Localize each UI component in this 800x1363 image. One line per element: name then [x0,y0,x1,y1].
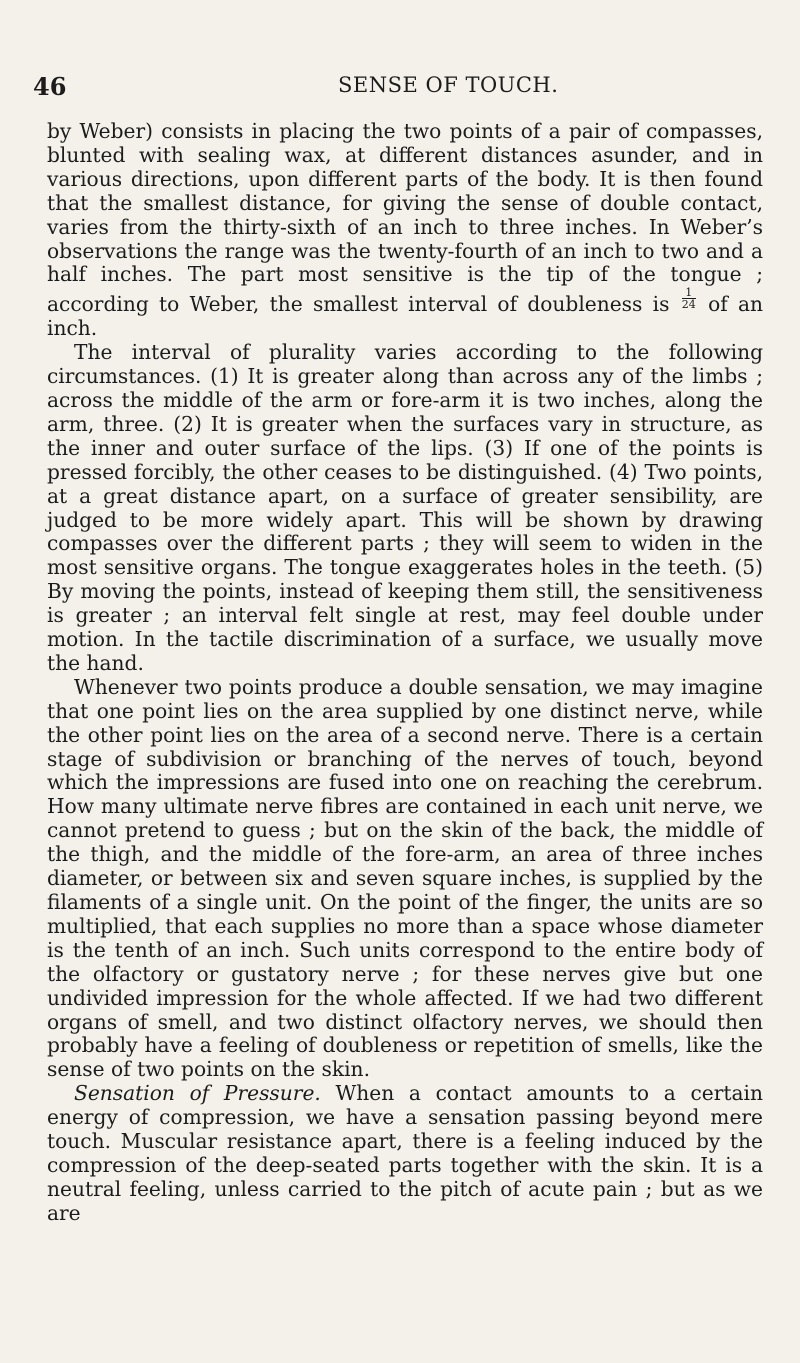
fraction-numerator: 1 [682,287,696,299]
section-heading-inline: Sensation of Pressure. [74,1081,321,1106]
page-header [33,72,770,106]
paragraph-text: by Weber) consists in placing the two points of a pair of compasses, blunted with sealing wax, at different distances asunder, and in various directions, upon different parts of the body. It is then found that the smallest distance, for giving the sense of double contact, varies from the thirty-sixth of an inch to three inches. In Weber’s observations the range was the twenty-fourth of an inch to two and a half inches. The part most sensitive is the tip of the tongue ; according to Weber, the smallest interval of doubleness is [47,119,763,317]
running-head: SENSE OF TOUCH. [338,73,559,97]
fraction-one-twenty-fourth [682,287,696,310]
paragraph-text: When a contact amounts to a certain energy of compression, we have a sensation passing beyond mere touch. Muscular resistance apart, there is a feeling induced by the compression of the deep-seated parts together with the skin. It is a neutral feeling, unless carried to the pitch of acute pain ; but as we are [47,1081,763,1225]
body-text [47,120,763,1226]
paragraph-sensation-of-pressure [47,1082,763,1225]
fraction-denominator: 24 [681,298,696,312]
paragraph-nerve-units: Whenever two points produce a double sensation, we may imagine that one point lies on the area supplied by one distinct nerve, while the other point lies on the area of a second nerve. There is a certain stage of subdivision or branching of the nerves of touch, beyond which the impressions are fused into one on reaching the cerebrum. How many ultimate nerve fibres are contained in each unit nerve, we cannot pretend to guess ; but on the skin of the back, the middle of the thigh, and the middle of the fore-arm, an area of three inches diameter, or between six and seven square inches, is supplied by the filaments of a single unit. On the point of the finger, the units are so multiplied, that each supplies no more than a space whose diameter is the tenth of an inch. Such units correspond to the entire body of the olfactory or gustatory nerve ; for these nerves give but one undivided impression for the whole affected. If we had two different organs of smell, and two distinct olfactory nerves, we should then probably have a feeling of doubleness or repetition of smells, like the sense of two points on the skin. [47,674,763,1082]
page-number: 46 [33,72,67,101]
paragraph-interval-of-plurality: The interval of plurality varies according to the following circumstances. (1) It is greater along than across any of the limbs ; across the middle of the arm or fore-arm it is two inches, along the arm, three. (2) It is greater when the surfaces vary in structure, as the inner and outer surface of the lips. (3) If one of the points is pressed forcibly, the other ceases to be distinguished. (4) Two points, at a great distance apart, on a surface of greater sensibility, are judged to be more widely apart. This will be shown by drawing compasses over the different parts ; they will seem to widen in the most sensitive organs. The tongue exaggerates holes in the teeth. (5) By moving the points, instead of keeping them still, the sensitiveness is greater ; an interval felt single at rest, may feel double under motion. In the tactile discrimination of a surface, we usually move the hand. [47,340,763,675]
paragraph-text: of an inch. [47,292,763,341]
paragraph-weber-compasses [47,120,763,341]
